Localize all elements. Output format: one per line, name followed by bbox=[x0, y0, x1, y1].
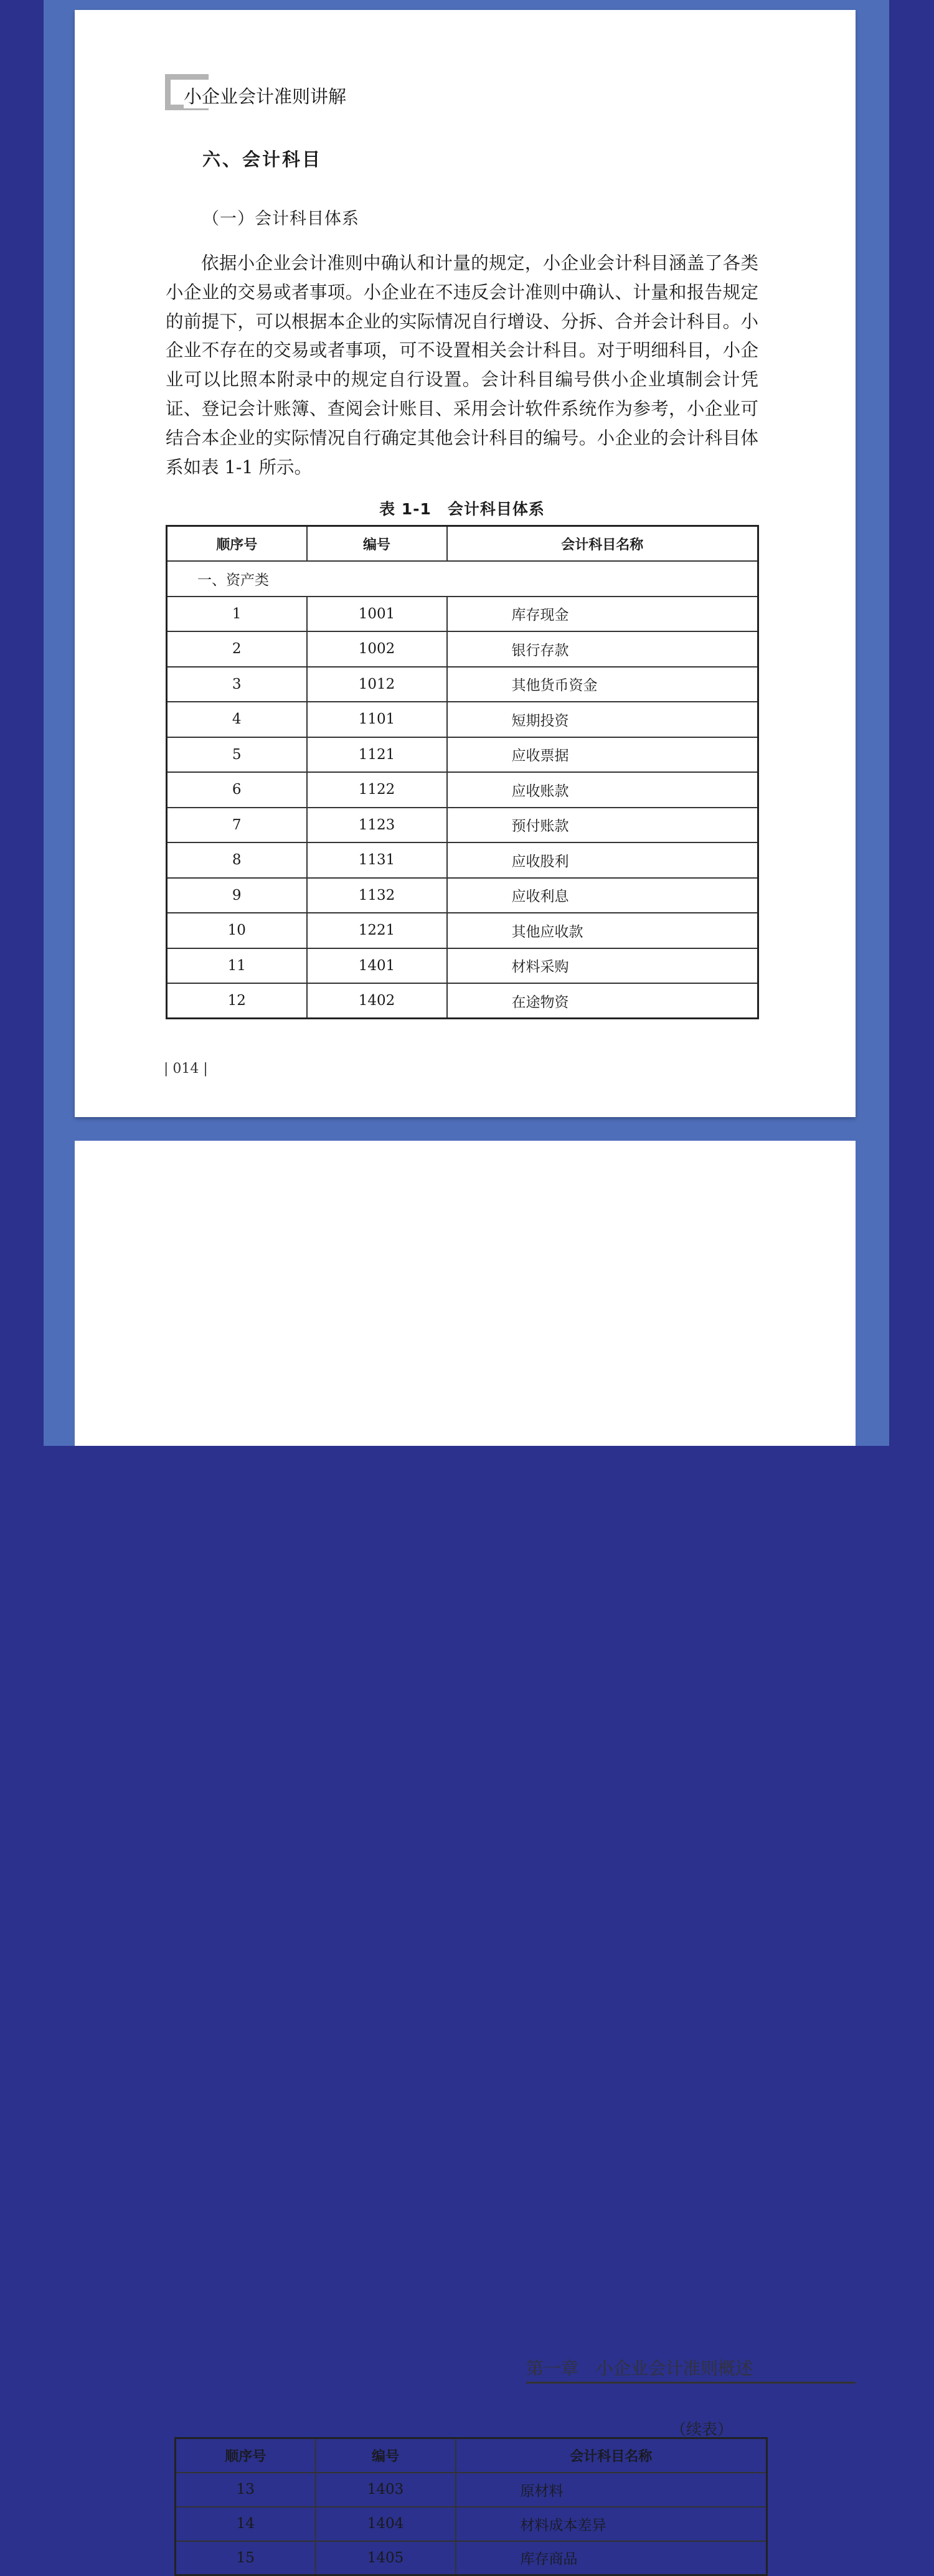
cell-name: 应收股利 bbox=[447, 842, 758, 878]
page-number: | 014 | bbox=[164, 1061, 208, 1077]
table-row bbox=[167, 842, 758, 878]
table-row bbox=[167, 878, 758, 913]
body-paragraph: 依据小企业会计准则中确认和计量的规定，小企业会计科目涵盖了各类小企业的交易或者事项。小企业在不违反会计准则中确认、计量和报告规定的前提下，可以根据本企业的实际情况自行增设、分拆、合并会计科目。小企业不存在的交易或者事项，可不设置相关会计科目。对于明细科目，小企业可以比照本附录中的规定自行设置。会计科目编号供小企业填制会计凭证、登记会计账簿、查阅会计账目、采用会计软件系统作为参考，小企业可结合本企业的实际情况自行确定其他会计科目的编号。小企业的会计科目体系如表 1-1 所示。 bbox=[166, 253, 758, 478]
cell-name: 银行存款 bbox=[447, 631, 758, 667]
cell-name: 短期投资 bbox=[447, 702, 758, 737]
cell-name: 其他应收款 bbox=[447, 913, 758, 948]
table-row bbox=[167, 597, 758, 632]
cell-code: 1123 bbox=[307, 808, 447, 843]
running-head-rule bbox=[526, 2382, 856, 2384]
table-row bbox=[167, 772, 758, 808]
chapter-label: 第一章 bbox=[526, 2358, 579, 2379]
cell-name: 应收票据 bbox=[447, 737, 758, 773]
cell-name: 原材料 bbox=[456, 2473, 767, 2507]
table-row bbox=[167, 808, 758, 843]
cell-name: 预付账款 bbox=[447, 808, 758, 843]
cell-code: 1121 bbox=[307, 737, 447, 773]
cell-seq: 14 bbox=[176, 2507, 316, 2541]
table-row bbox=[176, 2541, 767, 2575]
header-seq: 顺序号 bbox=[176, 2438, 316, 2473]
header-code: 编号 bbox=[316, 2438, 456, 2473]
cell-code: 1122 bbox=[307, 772, 447, 808]
cell-name: 应收账款 bbox=[447, 772, 758, 808]
cell-code: 1012 bbox=[307, 667, 447, 702]
cell-name: 库存现金 bbox=[447, 597, 758, 632]
header-name: 会计科目名称 bbox=[456, 2438, 767, 2473]
table-row bbox=[167, 737, 758, 773]
cell-code: 1001 bbox=[307, 597, 447, 632]
table-row bbox=[167, 667, 758, 702]
cell-code: 1402 bbox=[307, 983, 447, 1019]
accounts-table bbox=[166, 525, 759, 1019]
category-row bbox=[167, 561, 758, 597]
running-head bbox=[526, 2355, 753, 2380]
cell-name: 材料采购 bbox=[447, 948, 758, 984]
header-name: 会计科目名称 bbox=[447, 526, 758, 562]
cell-code: 1132 bbox=[307, 878, 447, 913]
cell-seq: 6 bbox=[167, 772, 307, 808]
cell-code: 1101 bbox=[307, 702, 447, 737]
cell-name: 其他货币资金 bbox=[447, 667, 758, 702]
cell-seq: 10 bbox=[167, 913, 307, 948]
cell-name: 库存商品 bbox=[456, 2541, 767, 2575]
table-header-row bbox=[176, 2438, 767, 2473]
cell-code: 1403 bbox=[316, 2473, 456, 2507]
cell-seq: 4 bbox=[167, 702, 307, 737]
cell-code: 1221 bbox=[307, 913, 447, 948]
book-page-left bbox=[75, 10, 856, 1117]
book-header-title: 小企业会计准则讲解 bbox=[184, 83, 350, 108]
table-row bbox=[176, 2473, 767, 2507]
header-code: 编号 bbox=[307, 526, 447, 562]
cell-code: 1002 bbox=[307, 631, 447, 667]
chapter-title: 小企业会计准则概述 bbox=[596, 2358, 753, 2379]
table-row bbox=[167, 702, 758, 737]
cell-seq: 13 bbox=[176, 2473, 316, 2507]
cell-code: 1405 bbox=[316, 2541, 456, 2575]
category-label: 一、资产类 bbox=[167, 561, 758, 597]
cell-seq: 7 bbox=[167, 808, 307, 843]
cell-code: 1404 bbox=[316, 2507, 456, 2541]
cell-code: 1131 bbox=[307, 842, 447, 878]
table-row bbox=[167, 631, 758, 667]
cell-name: 在途物资 bbox=[447, 983, 758, 1019]
cell-seq: 9 bbox=[167, 878, 307, 913]
cell-name: 材料成本差异 bbox=[456, 2507, 767, 2541]
table-row bbox=[167, 913, 758, 948]
header-seq: 顺序号 bbox=[167, 526, 307, 562]
table-header-row bbox=[167, 526, 758, 562]
cell-seq: 12 bbox=[167, 983, 307, 1019]
cell-seq: 15 bbox=[176, 2541, 316, 2575]
cell-seq: 8 bbox=[167, 842, 307, 878]
cell-seq: 3 bbox=[167, 667, 307, 702]
cell-seq: 2 bbox=[167, 631, 307, 667]
table-caption: 表 1-1 会计科目体系 bbox=[379, 500, 545, 518]
cell-seq: 5 bbox=[167, 737, 307, 773]
book-page-right bbox=[75, 1141, 856, 2568]
section-title: 六、会计科目 bbox=[202, 149, 323, 170]
table-row bbox=[167, 983, 758, 1019]
cell-name: 应收利息 bbox=[447, 878, 758, 913]
cell-code: 1401 bbox=[307, 948, 447, 984]
cell-seq: 1 bbox=[167, 597, 307, 632]
accounts-table-continued bbox=[174, 2437, 768, 2576]
table-row bbox=[176, 2507, 767, 2541]
subsection-title: （一）会计科目体系 bbox=[202, 209, 359, 229]
continued-label: （续表） bbox=[671, 2420, 734, 2438]
cell-seq: 11 bbox=[167, 948, 307, 984]
table-row bbox=[167, 948, 758, 984]
